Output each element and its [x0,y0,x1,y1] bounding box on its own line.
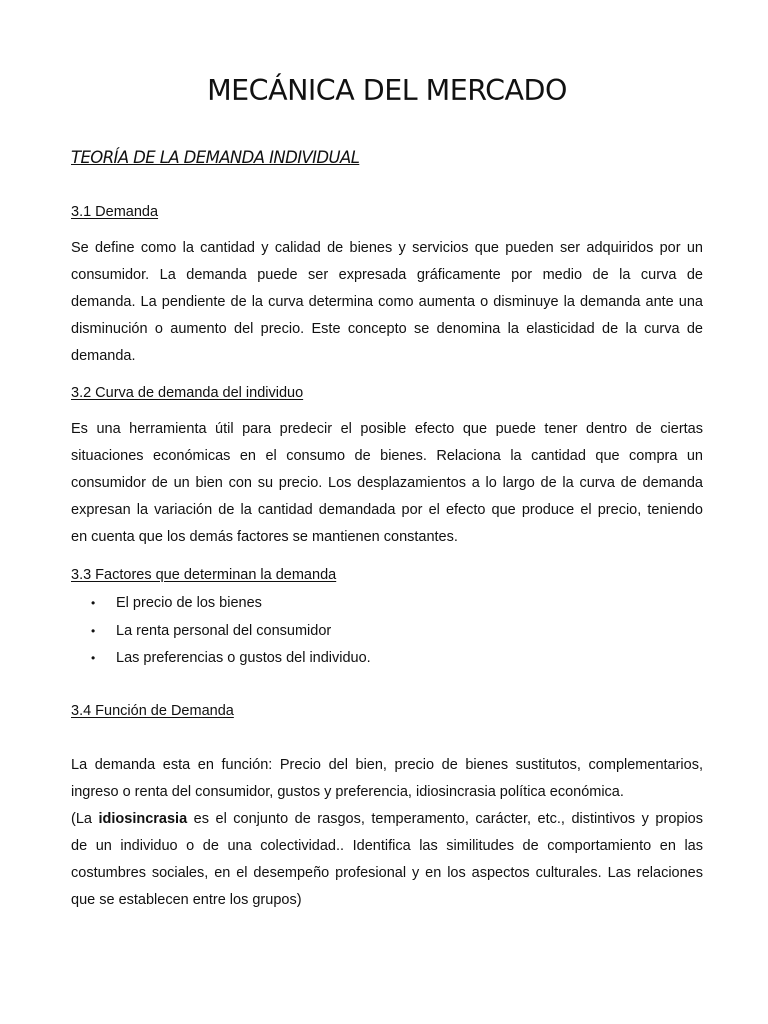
section-heading-3-2: 3.2 Curva de demanda del individuo [71,385,304,401]
paragraph-line: expresan la variación de la cantidad demandada por el efecto que produce el precio, teniendo [71,502,703,518]
paragraph-line: consumidor de un bien con su precio. Los desplazamientos a lo largo de la curva de demanda [71,475,703,491]
paragraph-line: de un individuo o de una colectividad.. Identifica las similitudes de comportamiento en las [71,838,703,854]
paragraph-line: La demanda esta en función: Precio del bien, precio de bienes sustitutos, complementarios, [71,757,703,773]
paragraph-line: disminución o aumento del precio. Este concepto se denomina la elasticidad de la curva de [71,321,703,337]
section-heading-3-3: 3.3 Factores que determinan la demanda [71,567,337,583]
list-item [71,618,371,646]
paragraph-line: costumbres sociales, en el desempeño profesional y en los aspectos culturales. Las relaciones [71,865,703,881]
factors-list [71,590,371,673]
paragraph-line: consumidor. La demanda puede ser expresada gráficamente por medio de la curva de [71,267,703,283]
idiosincrasia-term: idiosincrasia [98,811,188,827]
list-item [71,590,371,618]
paragraph-line: ingreso o renta del consumidor, gustos y preferencia, idiosincrasia política económica. [71,784,624,800]
document-subtitle: TEORÍA DE LA DEMANDA INDIVIDUAL [71,148,360,167]
paragraph-line: demanda. La pendiente de la curva determina como aumenta o disminuye la demanda ante una [71,294,703,310]
paragraph-line: que se establecen entre los grupos) [71,892,302,908]
list-item [71,645,371,673]
section-heading-3-4: 3.4 Función de Demanda [71,703,234,719]
section-3-1-paragraph [71,235,703,370]
paragraph-line: Es una herramienta útil para predecir el posible efecto que puede tener dentro de ciertas [71,421,703,437]
list-item-text: El precio de los bienes [116,595,262,611]
section-3-2-paragraph [71,416,703,551]
paragraph-line: demanda. [71,348,136,364]
note-prefix: (La [71,811,99,827]
bullet-icon: • [91,596,96,610]
bullet-icon: • [91,651,96,665]
list-item-text: Las preferencias o gustos del individuo. [116,650,371,666]
paragraph-line: en cuenta que los demás factores se mantienen constantes. [71,529,458,545]
note-line-rest: es el conjunto de rasgos, temperamento, carácter, etc., distintivos y propios [187,811,703,827]
section-heading-3-1: 3.1 Demanda [71,204,159,220]
list-item-text: La renta personal del consumidor [116,622,332,639]
paragraph-line: Se define como la cantidad y calidad de bienes y servicios que pueden ser adquiridos por un [71,240,703,256]
section-3-4-paragraph [71,752,703,914]
bullet-icon: • [91,623,96,638]
paragraph-line: situaciones económicas en el consumo de bienes. Relaciona la cantidad que compra un [71,448,703,464]
paragraph-line [71,806,703,833]
document-title: MECÁNICA DEL MERCADO [207,74,567,107]
